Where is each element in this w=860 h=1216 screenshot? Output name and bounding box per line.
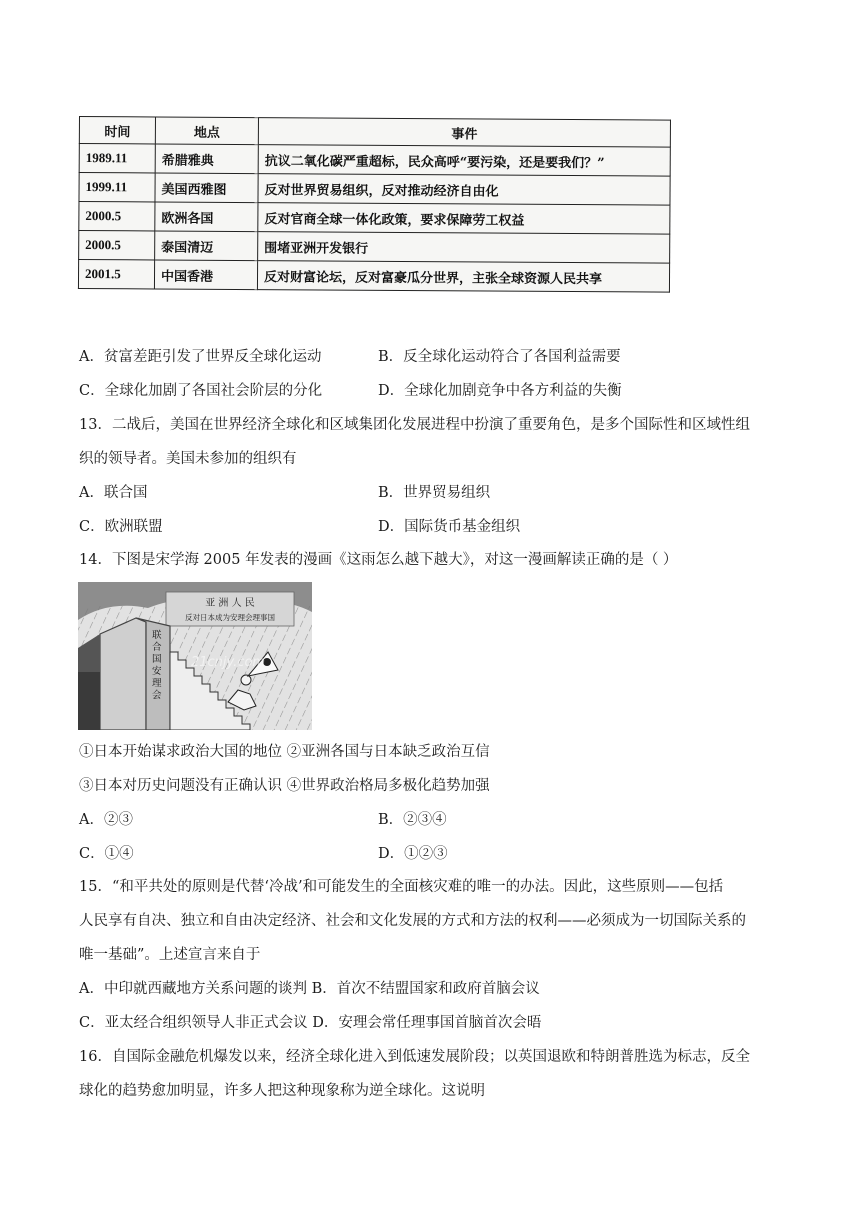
cell-place: 中国香港 bbox=[154, 260, 257, 290]
cell-event: 抗议二氧化碳严重超标，民众高呼“要污染，还是要我们？” bbox=[258, 145, 670, 177]
q14-item-1-2: ①日本开始谋求政治大国的地位 ②亚洲各国与日本缺乏政治互信 bbox=[79, 744, 490, 760]
political-cartoon bbox=[78, 582, 312, 730]
q13-option-c: C．欧洲联盟 bbox=[79, 519, 163, 535]
cartoon-banner-slogan: 反对日本成为安理会理事国 bbox=[185, 613, 275, 622]
cartoon-watermark: 21cnjy.com bbox=[190, 655, 266, 670]
table-row bbox=[79, 144, 670, 177]
q13-option-a: A．联合国 bbox=[79, 485, 148, 501]
table-row bbox=[79, 231, 670, 264]
cell-event: 反对世界贸易组织，反对推动经济自由化 bbox=[258, 174, 670, 206]
cell-event: 围堵亚洲开发银行 bbox=[258, 232, 670, 264]
q14-option-b: B．②③④ bbox=[378, 812, 447, 828]
cell-place: 欧洲各国 bbox=[155, 202, 258, 232]
cell-time: 1999.11 bbox=[79, 173, 155, 202]
table-row bbox=[79, 173, 670, 206]
cell-time: 2000.5 bbox=[79, 231, 155, 260]
q15-stem-line2: 人民享有自决、独立和自由决定经济、社会和文化发展的方式和方法的权利——必须成为一切国际关系的 bbox=[79, 913, 746, 929]
q15-options-cd: C．亚太经合组织领导人非正式会议 D．安理会常任理事国首脑首次会晤 bbox=[79, 1015, 542, 1031]
q14-option-c: C．①④ bbox=[79, 846, 134, 862]
q15-options-ab: A．中印就西藏地方关系问题的谈判 B．首次不结盟国家和政府首脑会议 bbox=[79, 981, 540, 997]
q13-option-b: B．世界贸易组织 bbox=[378, 485, 491, 501]
q14-option-d: D．①②③ bbox=[378, 846, 448, 862]
q15-stem-line1: 15．“和平共处的原则是代替‘冷战’和可能发生的全面核灾难的唯一的办法。因此，这些原则——包括 bbox=[79, 879, 724, 895]
header-time: 时间 bbox=[79, 117, 155, 144]
table-row bbox=[78, 260, 669, 293]
q13-stem-line1: 13．二战后，美国在世界经济全球化和区域集团化发展进程中扮演了重要角色，是多个国际性和区域性组 bbox=[79, 417, 750, 433]
cell-time: 2000.5 bbox=[79, 202, 155, 231]
header-place: 地点 bbox=[155, 117, 258, 145]
q14-item-3-4: ③日本对历史问题没有正确认识 ④世界政治格局多极化趋势加强 bbox=[79, 778, 490, 794]
cell-event: 反对财富论坛，反对富豪瓜分世界，主张全球资源人民共享 bbox=[257, 261, 669, 293]
q12-option-d: D．全球化加剧竞争中各方利益的失衡 bbox=[378, 383, 622, 399]
cell-time: 2001.5 bbox=[78, 260, 154, 289]
cell-place: 泰国清迈 bbox=[155, 231, 258, 261]
q16-stem-line2: 球化的趋势愈加明显，许多人把这种现象称为逆全球化。这说明 bbox=[79, 1083, 485, 1099]
q13-stem-line2: 织的领导者。美国未参加的组织有 bbox=[79, 451, 297, 467]
q12-option-b: B．反全球化运动符合了各国利益需要 bbox=[378, 349, 621, 365]
table-row bbox=[79, 202, 670, 235]
cell-event: 反对官商全球一体化政策，要求保障劳工权益 bbox=[258, 203, 670, 235]
q14-stem: 14．下图是宋学海 2005 年发表的漫画《这雨怎么越下越大》，对这一漫画解读正确的是（ ） bbox=[79, 552, 678, 568]
cell-place: 美国西雅图 bbox=[155, 173, 258, 203]
header-event: 事件 bbox=[258, 118, 670, 148]
cartoon-banner-title: 亚 洲 人 民 bbox=[205, 598, 255, 609]
q12-option-a: A．贫富差距引发了世界反全球化运动 bbox=[79, 349, 322, 365]
cell-place: 希腊雅典 bbox=[155, 144, 258, 174]
events-table bbox=[78, 116, 671, 293]
cartoon-building-label: 联 合 国 安 理 会 bbox=[152, 630, 162, 701]
cell-time: 1989.11 bbox=[79, 144, 155, 173]
q13-option-d: D．国际货币基金组织 bbox=[378, 519, 521, 535]
q16-stem-line1: 16．自国际金融危机爆发以来，经济全球化进入到低速发展阶段；以英国退欧和特朗普胜选为标志，反全 bbox=[79, 1049, 750, 1065]
q12-option-c: C．全球化加剧了各国社会阶层的分化 bbox=[79, 383, 323, 399]
q15-stem-line3: 唯一基础”。上述宣言来自于 bbox=[79, 947, 261, 963]
q14-option-a: A．②③ bbox=[79, 812, 133, 828]
table-header-row bbox=[79, 117, 670, 148]
